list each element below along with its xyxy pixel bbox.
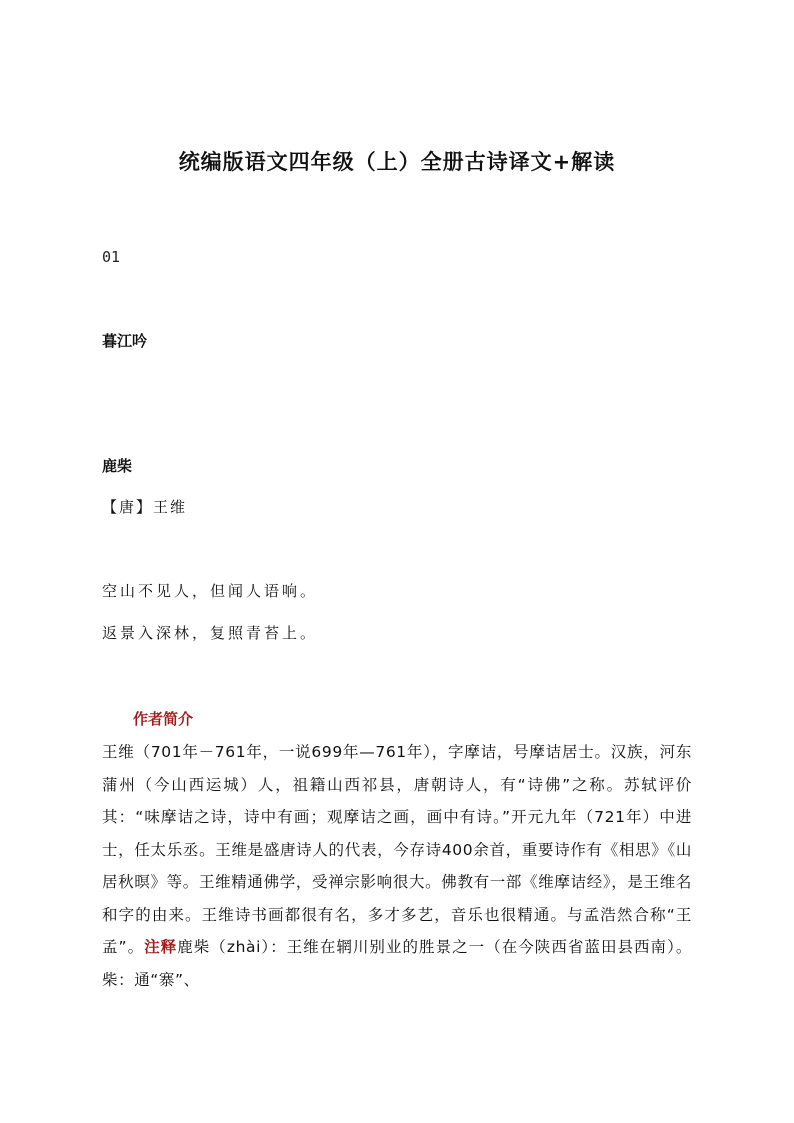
author-intro-paragraph: [102, 736, 692, 996]
poem-line-2: 返景入深林，复照青苔上。: [102, 624, 319, 642]
author-intro-text: 王维（701年－761年，一说699年—761年），字摩诘，号摩诘居士。汉族，河东蒲州（今山西运城）人，祖籍山西祁县，唐朝诗人，有“诗佛”之称。苏轼评价其：“味摩诘之诗，诗中有画；观摩诘之画，画中有诗。”开元九年（721年）中进士，任太乐丞。王维是盛唐诗人的代表，今存诗400余首，重要诗作有《相思》《山居秋暝》等。王维精通佛学，受禅宗影响很大。佛教有一部《维摩诘经》，是王维名和字的由来。王维诗书画都很有名，多才多艺，音乐也很精通。与孟浩然合称“王孟”。: [102, 743, 692, 956]
poem-author: 【唐】王维: [102, 498, 188, 516]
note-text: 鹿柴（zhài）：王维在辋川别业的胜景之一（在今陕西省蓝田县西南）。柴：通“寨”、: [102, 938, 692, 989]
document-title: 统编版语文四年级（上）全册古诗译文+解读: [178, 150, 616, 174]
note-label: 注释: [144, 938, 178, 956]
author-intro-heading: 作者简介: [133, 710, 194, 728]
section-number: 01: [102, 248, 121, 266]
section-subtitle: 暮江吟: [102, 332, 148, 350]
poem-line-1: 空山不见人，但闻人语响。: [102, 582, 319, 600]
poem-title: 鹿柴: [102, 457, 133, 475]
